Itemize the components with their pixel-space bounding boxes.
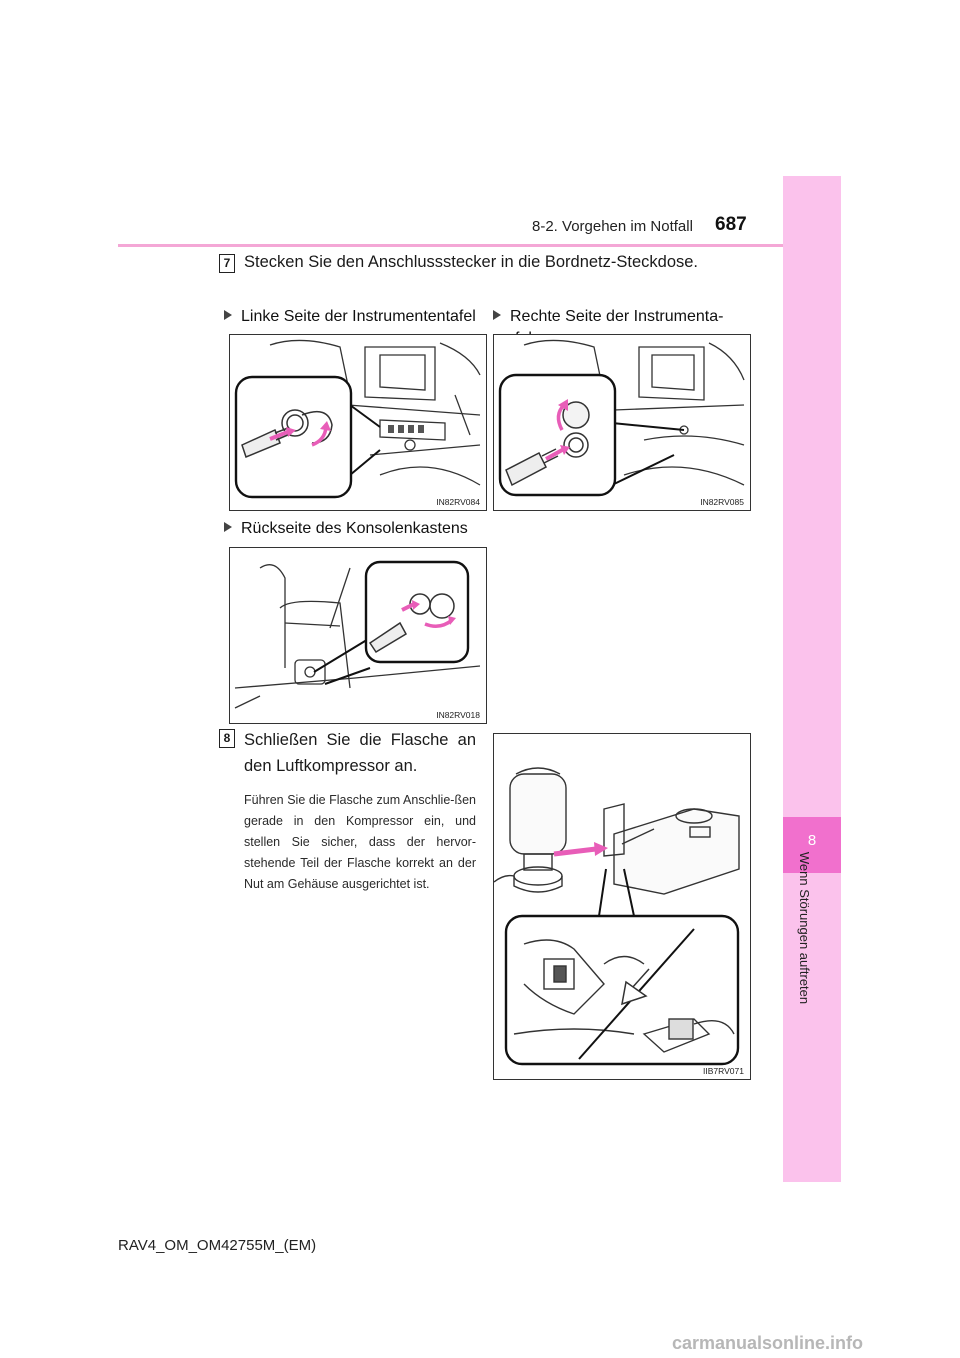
section-title: 8-2. Vorgehen im Notfall	[532, 218, 693, 235]
step-8-description: Führen Sie die Flasche zum Anschlie-ßen gerade in den Kompressor ein, und stellen Sie sicher, dass der hervor-stehende Teil der Flasche korrekt an der Nut am Gehäuse ausgerichtet ist.	[244, 793, 476, 891]
document-code: RAV4_OM_OM42755M_(EM)	[118, 1237, 317, 1254]
chapter-label: Wenn Störungen auftreten	[797, 851, 812, 1005]
inset-callout	[506, 916, 738, 1064]
chapter-side-tab	[783, 176, 841, 1182]
figure-code: IIB7RV071	[703, 1066, 744, 1076]
dashboard-illustration	[494, 335, 750, 510]
step-8-instruction: Schließen Sie die Flasche an den Luftkompressor an.	[244, 731, 476, 775]
figure-code: IN82RV085	[700, 497, 744, 507]
bullet-triangle-icon	[493, 310, 501, 320]
compressor-illustration	[494, 734, 750, 1079]
console-illustration	[230, 548, 486, 723]
figure-code: IN82RV018	[436, 710, 480, 720]
bullet-right-instrument-panel: Rechte Seite der Instrumenta-	[493, 306, 753, 350]
inset-callout	[236, 377, 351, 497]
figure-left-power-outlet	[229, 334, 487, 511]
dashboard-illustration	[230, 335, 486, 510]
page-number: 687	[715, 214, 747, 235]
bullet-triangle-icon	[224, 310, 232, 320]
figure-bottle-compressor	[493, 733, 751, 1080]
chapter-number: 8	[807, 832, 817, 849]
step-7-instruction: Stecken Sie den Anschlussstecker in die Bordnetz-Steckdose.	[244, 253, 698, 271]
watermark: carmanualsonline.info	[672, 1333, 864, 1353]
header-rule	[118, 244, 840, 247]
bullet-triangle-icon	[224, 522, 232, 532]
bullet-console-rear: Rückseite des Konsolenkastens	[224, 518, 468, 540]
bullet-left-instrument-panel: Linke Seite der Instrumententafel	[224, 306, 476, 328]
figure-console-power-outlet	[229, 547, 487, 724]
step-7-badge: 7	[219, 254, 235, 273]
figure-right-power-outlet	[493, 334, 751, 511]
figure-code: IN82RV084	[436, 497, 480, 507]
step-8-badge: 8	[219, 729, 235, 748]
